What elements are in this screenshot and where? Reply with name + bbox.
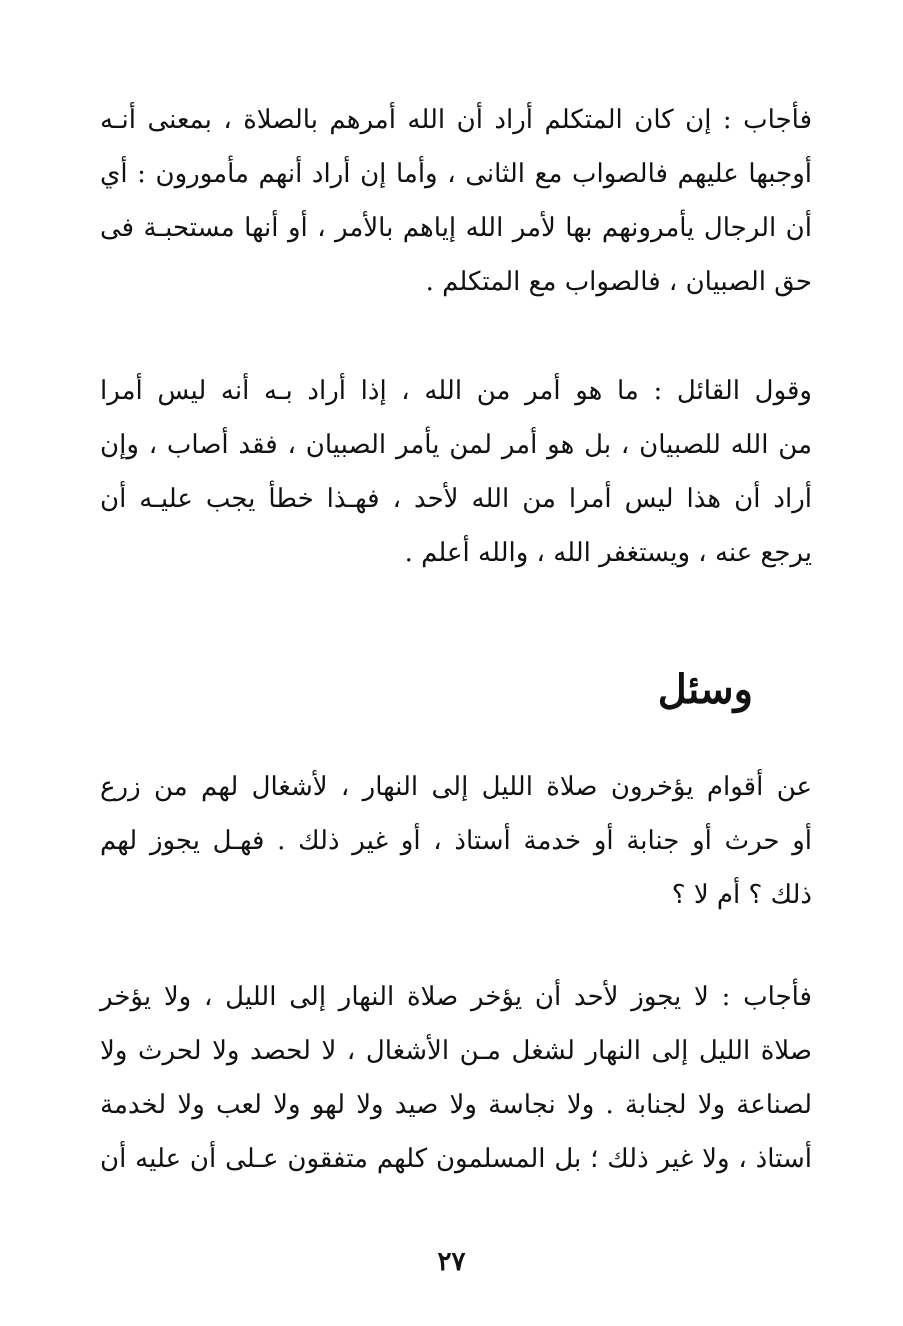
text-line: ذلك ؟ أم لا ؟ [671,880,812,910]
paragraph-question [100,760,812,922]
text-line: لصناعة ولا لجنابة . ولا نجاسة ولا صيد ولا لهو ولا لعب ولا لخدمة [100,1090,812,1120]
text-line: عن أقوام يؤخرون صلاة الليل إلى النهار ، لأشغال لهم من زرع [100,772,812,802]
text-line: وقول القائل : ما هو أمر من الله ، إذا أراد بـه أنه ليس أمرا [100,376,812,406]
text-line: يرجع عنه ، ويستغفر الله ، والله أعلم . [404,538,812,568]
paragraph-statement [100,364,812,580]
text-line: أستاذ ، ولا غير ذلك ؛ بل المسلمون كلهم متفقون عـلى أن عليه أن [100,1144,812,1174]
text-line: أو حرث أو جنابة أو خدمة أستاذ ، أو غير ذلك . فهـل يجوز لهم [100,826,812,856]
text-line: صلاة الليل إلى النهار لشغل مـن الأشغال ، لا لحصد ولا لحرث ولا [100,1036,812,1066]
text-line: فأجاب : إن كان المتكلم أراد أن الله أمرهم بالصلاة ، بمعنى أنـه [100,105,812,135]
text-line: أن الرجال يأمرونهم بها لأمر الله إياهم بالأمر ، أو أنها مستحبـة فى [100,213,812,243]
text-line: أراد أن هذا ليس أمرا من الله لأحد ، فهـذا خطأ يجب عليـه أن [100,484,812,514]
text-line: من الله للصبيان ، بل هو أمر لمن يأمر الصبيان ، فقد أصاب ، وإن [100,430,812,460]
text-line: حق الصبيان ، فالصواب مع المتكلم . [425,267,812,297]
page-number: ٢٧ [437,1247,466,1277]
text-line: أوجبها عليهم فالصواب مع الثانى ، وأما إن أراد أنهم مأمورون : أي [100,159,812,189]
section-heading: وسئل [657,666,753,713]
paragraph-answer-1 [100,93,812,309]
text-line: فأجاب : لا يجوز لأحد أن يؤخر صلاة النهار إلى الليل ، ولا يؤخر [100,982,812,1012]
paragraph-answer-2 [100,970,812,1186]
